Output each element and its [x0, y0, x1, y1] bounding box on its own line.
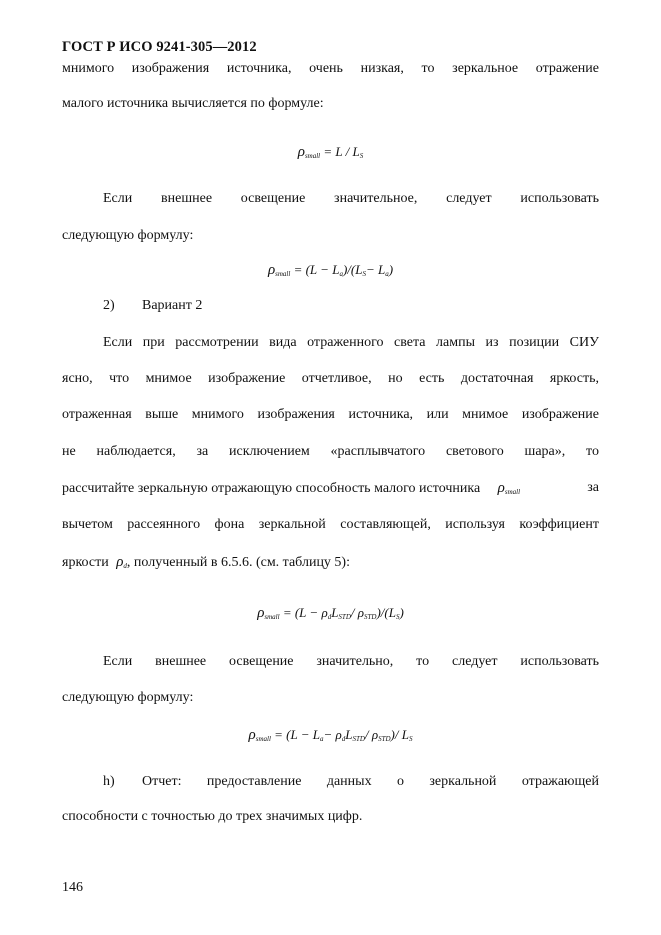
text-line: следующую формулу:	[62, 690, 194, 705]
list-item-title: Вариант 2	[142, 298, 203, 313]
text-line: вычетом рассеянного фона зеркальной составляющей, используя коэффициент	[62, 517, 599, 532]
text-line: Отчет: предоставление данных о зеркальной отражающей	[142, 774, 599, 789]
text-line: рассчитайте зеркальную отражающую способность малого источника $\rho_{small}$ за	[62, 479, 599, 497]
text-line: малого источника вычисляется по формуле:	[62, 96, 324, 111]
text-line: мнимого изображения источника, очень низкая, то зеркальное отражение	[62, 61, 599, 76]
page-number: 146	[62, 880, 83, 895]
text-line: не наблюдается, за исключением «расплывчатого светового шара», то	[62, 444, 599, 459]
inline-rho-small: $\rho_{small}$	[497, 480, 521, 496]
text-line: ясно, что мнимое изображение отчетливое, но есть достаточная яркость,	[62, 371, 599, 386]
document-header: ГОСТ Р ИСО 9241-305—2012	[62, 39, 257, 55]
formula-minus-diffuse: $\rho_{small} = (L - \rho_dL_{STD}/$ $\rho_{STD})/(L_S)$	[257, 605, 404, 621]
inline-rho-d: $\rho_d$	[116, 554, 127, 570]
text-line: следующую формулу:	[62, 228, 194, 243]
text-line: Если внешнее освещение значительно, то следует использовать	[103, 654, 599, 669]
text-line: Если при рассмотрении вида отраженного света лампы из позиции СИУ	[103, 335, 599, 350]
text-line: яркости $\rho_d$, полученный в 6.5.6. (см. таблицу 5):	[62, 553, 599, 571]
text-line: отраженная выше мнимого изображения источника, или мнимое изображение	[62, 407, 599, 422]
text-line: способности с точностью до трех значимых цифр.	[62, 809, 363, 824]
formula-ambient-minus-diffuse: $\rho_{small} = (L - L_a- \rho_dL_{STD}/$ $\rho_{STD})/$ $L_S$	[248, 727, 413, 743]
list-item-number: 2)	[103, 298, 115, 313]
formula-with-ambient: $\rho_{small} = (L - L_a)/(L_S- L_a)$	[267, 262, 394, 278]
formula-small-source: $\rho_{small} = L / L_S$	[297, 144, 364, 160]
list-item-h: h)	[103, 774, 115, 789]
text-line: Если внешнее освещение значительное, следует использовать	[103, 191, 599, 206]
